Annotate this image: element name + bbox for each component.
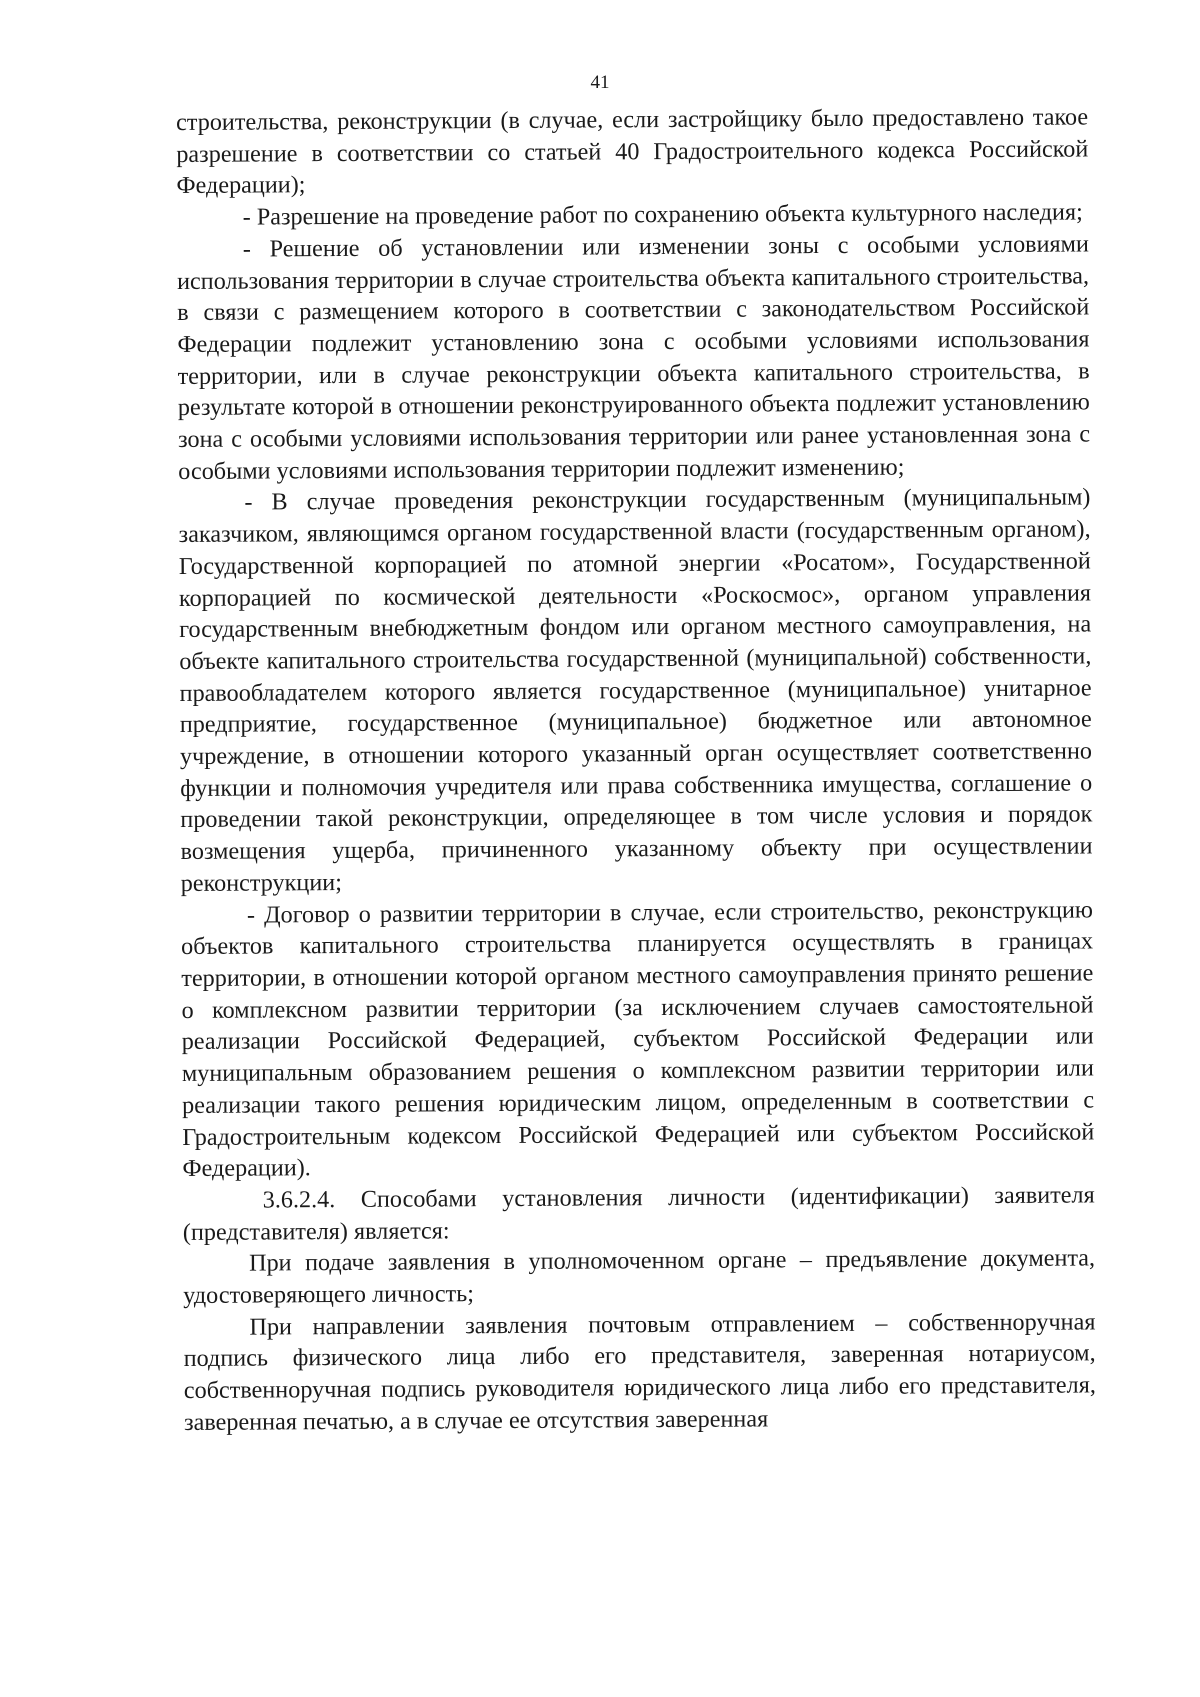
paragraph-postal-submission: При направлении заявления почтовым отправлением – собственноручная подпись физического лица либо его представителя, заверенная нотариусом, собственноручная подпись руководителя юридического лица либо его представителя, заверенная печатью, а в случае ее отсутствия заверенная <box>183 1308 1096 1436</box>
paragraph-special-zone-decision: - Решение об установлении или изменении зоны с особыми условиями использования территории в случае строительства объекта капитального строительства, в связи с размещением которого в соответствии с законодательством Российской Федерации подлежит установлению зона с особыми условиями использования территории, или в случае реконструкции объекта капитального строительства, в результате которой в отношении реконструированного объекта подлежит установлению зона с особыми условиями использования территории или ранее установленная зона с особыми условиями использования территории подлежит изменению; <box>176 230 1091 485</box>
document-body <box>176 101 1096 1438</box>
paragraph-identification-methods: 3.6.2.4. Способами установления личности (идентификации) заявителя (представителя) является: <box>182 1181 1095 1246</box>
paragraph-cultural-heritage-permit: - Разрешение на проведение работ по сохранению объекта культурного наследия; <box>242 198 1083 231</box>
paragraph-reconstruction-agreement: - В случае проведения реконструкции государственным (муниципальным) заказчиком, являющимся органом государственной власти (государственным органом), Государственной корпорацией по атомной энергии «Росатом», Государственной корпорацией по космической деятельности «Роскосмос», органом управления государственным внебюджетным фондом или органом местного самоуправления, на объекте капитального строительства государственной (муниципальной) собственности, правообладателем которого является государственное (муниципальное) унитарное предприятие, государственное (муниципальное) бюджетное или автономное учреждение, в отношении которого указанный орган осуществляет соответственно функции и полномочия учредителя или права собственника имущества, соглашение о проведении такой реконструкции, определяющее в том числе условия и порядок возмещения ущерба, причиненного указанному объекту при осуществлении реконструкции; <box>178 483 1093 897</box>
page-number: 41 <box>590 72 610 93</box>
paragraph-territory-development-contract: - Договор о развитии территории в случае, если строительство, реконструкцию объектов капитального строительства планируется осуществлять в границах территории, в отношении которой органом местного самоуправления принято решение о комплексном развитии территории (за исключением случаев самостоятельной реализации Российской Федерацией, субъектом Российской Федерации или муниципальным образованием решения о комплексном развитии территории или реализации такого решения юридическим лицом, определенным в соответствии с Градостроительным кодексом Российской Федерацией или субъектом Российской Федерации). <box>181 895 1095 1183</box>
paragraph-in-person-submission: При подаче заявления в уполномоченном органе – предъявление документа, удостоверяющего личность; <box>183 1244 1096 1309</box>
paragraph-continuation: строительства, реконструкции (в случае, если застройщику было предоставлено такое разрешение в соответствии со статьей 40 Градостроительного кодекса Российской Федерации); <box>176 103 1089 200</box>
